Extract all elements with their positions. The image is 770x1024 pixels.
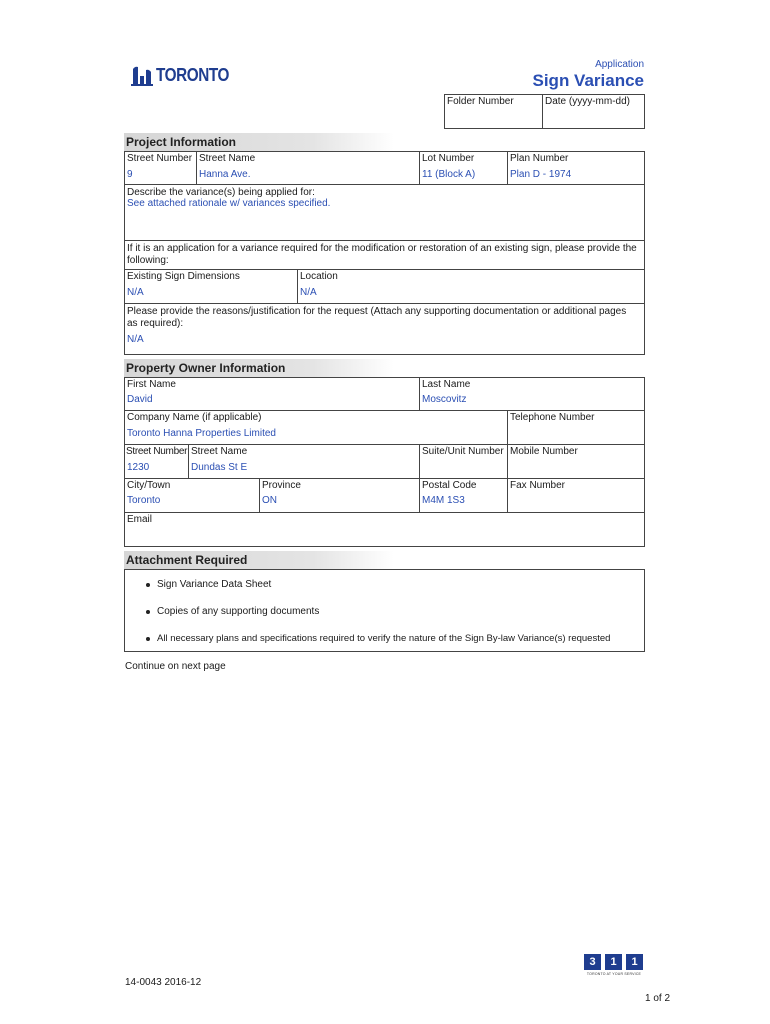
badge-digit: 1 (605, 954, 622, 970)
attachment-item: All necessary plans and specifications required to verify the nature of the Sign By-law Variance(s) requested (157, 633, 611, 644)
postal-code-value[interactable]: M4M 1S3 (422, 495, 465, 506)
form-code: 14-0043 2016-12 (125, 977, 202, 988)
location-value[interactable]: N/A (300, 287, 317, 298)
company-name-label: Company Name (if applicable) (127, 412, 262, 423)
owner-street-name-value[interactable]: Dundas St E (191, 462, 248, 473)
logo-text: TORONTO (156, 65, 229, 85)
telephone-field[interactable] (509, 424, 643, 442)
folder-number-field[interactable] (446, 109, 540, 127)
city-value[interactable]: Toronto (127, 495, 161, 506)
suite-unit-label: Suite/Unit Number (422, 446, 504, 457)
bullet-icon (146, 637, 150, 641)
owner-street-number-label: Street Number (126, 446, 188, 457)
email-field[interactable] (126, 527, 643, 545)
first-name-value[interactable]: David (127, 394, 153, 405)
existing-sign-note: If it is an application for a variance required for the modification or restoration of an existing sign, please provide the (127, 243, 637, 254)
street-number-label: Street Number (127, 153, 193, 164)
plan-number-value[interactable]: Plan D - 1974 (510, 169, 572, 180)
section-title: Project Information (126, 135, 237, 149)
311-badge (583, 954, 645, 980)
describe-label: Describe the variance(s) being applied for: (127, 187, 315, 198)
date-label: Date (yyyy-mm-dd) (545, 96, 631, 107)
toronto-logo (130, 62, 229, 88)
bullet-icon (146, 583, 150, 587)
owner-section-header (124, 359, 394, 378)
street-name-value[interactable]: Hanna Ave. (199, 169, 251, 180)
street-number-value[interactable]: 9 (127, 169, 133, 180)
date-field[interactable] (544, 109, 643, 127)
province-label: Province (262, 480, 301, 491)
lot-number-label: Lot Number (422, 153, 475, 164)
fax-field[interactable] (509, 492, 643, 510)
sign-dimensions-value[interactable]: N/A (127, 287, 144, 298)
section-title: Attachment Required (126, 553, 248, 567)
badge-digit: 1 (626, 954, 643, 970)
company-name-value[interactable]: Toronto Hanna Properties Limited (127, 428, 276, 439)
email-label: Email (127, 514, 153, 525)
doc-type: Application (595, 59, 644, 70)
attachment-item: Copies of any supporting documents (157, 606, 320, 617)
last-name-value[interactable]: Moscovitz (422, 394, 467, 405)
city-label: City/Town (127, 480, 171, 491)
page-indicator: 1 of 2 (645, 993, 671, 1004)
badge-digit: 3 (584, 954, 601, 970)
reasons-label-cont: as required): (127, 318, 184, 329)
mobile-label: Mobile Number (510, 446, 578, 457)
continue-note: Continue on next page (125, 661, 226, 672)
postal-code-label: Postal Code (422, 480, 477, 491)
last-name-label: Last Name (422, 379, 471, 390)
section-title: Property Owner Information (126, 361, 286, 375)
sign-dimensions-label: Existing Sign Dimensions (127, 271, 240, 282)
reasons-value[interactable]: N/A (127, 334, 144, 345)
attachment-item: Sign Variance Data Sheet (157, 579, 272, 590)
suite-unit-field[interactable] (421, 458, 505, 476)
mobile-field[interactable] (509, 458, 643, 476)
plan-number-label: Plan Number (510, 153, 569, 164)
folder-number-label: Folder Number (447, 96, 514, 107)
doc-title: Sign Variance (532, 71, 644, 90)
lot-number-value[interactable]: 11 (Block A) (422, 169, 476, 180)
owner-street-name-label: Street Name (191, 446, 248, 457)
city-hall-icon (130, 63, 154, 87)
province-value[interactable]: ON (262, 495, 277, 506)
describe-value[interactable]: See attached rationale w/ variances specified. (127, 198, 331, 209)
bullet-icon (146, 610, 150, 614)
fax-label: Fax Number (510, 480, 566, 491)
telephone-label: Telephone Number (510, 412, 595, 423)
badge-tagline: TORONTO AT YOUR SERVICE (586, 972, 642, 976)
attachment-section-header (124, 551, 394, 570)
location-label: Location (300, 271, 338, 282)
first-name-label: First Name (127, 379, 176, 390)
owner-street-number-value[interactable]: 1230 (127, 462, 150, 473)
existing-sign-note-cont: following: (127, 255, 169, 266)
reasons-label: Please provide the reasons/justification for the request (Attach any supporting documentation or additional pages (127, 306, 627, 317)
street-name-label: Street Name (199, 153, 256, 164)
project-section-header (124, 133, 394, 152)
